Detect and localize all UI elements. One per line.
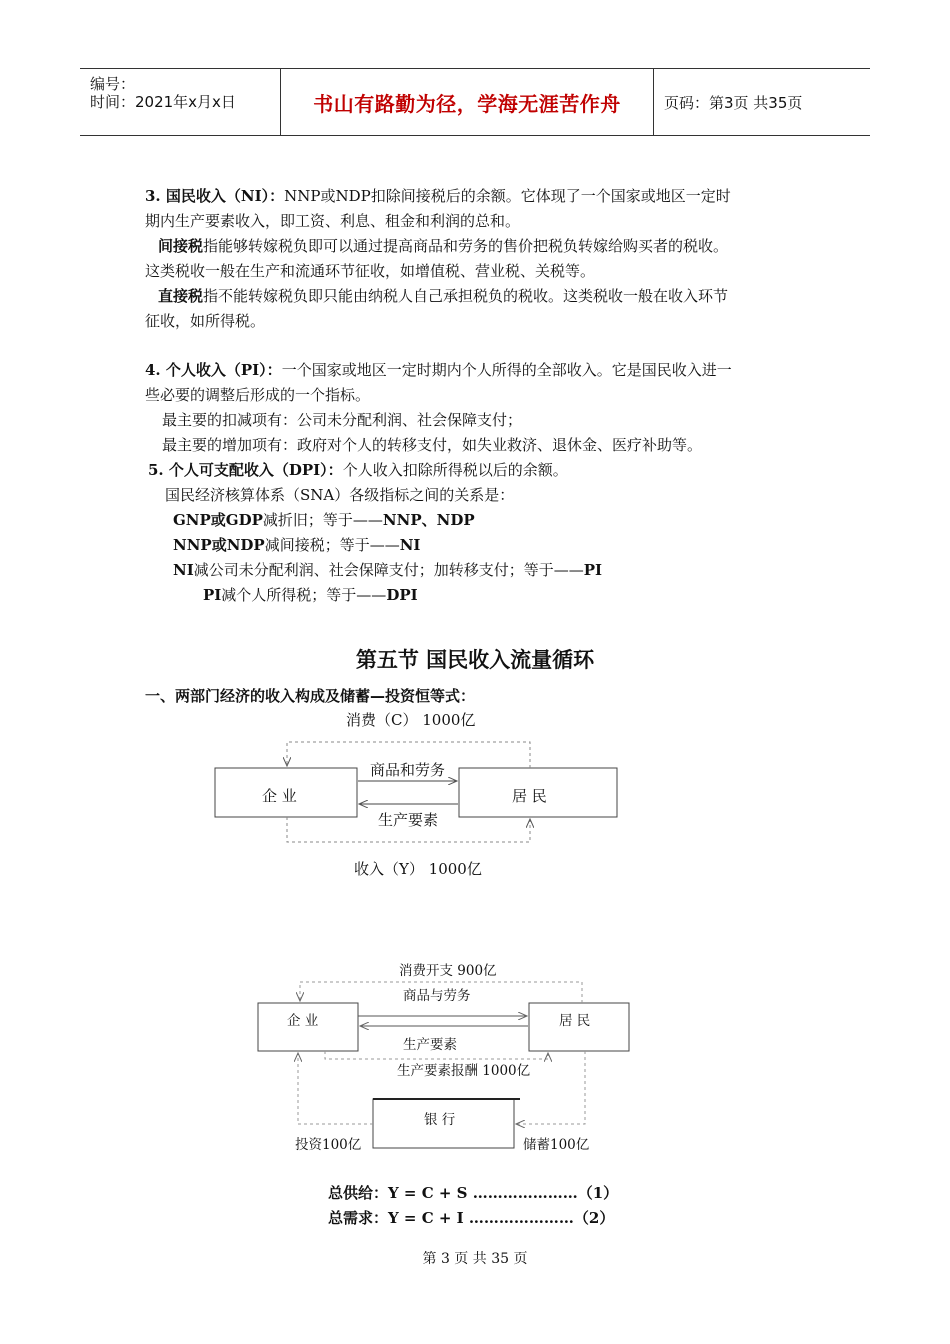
relation-4-subject: PI xyxy=(203,586,222,604)
d2-bank-label: 银 行 xyxy=(424,1112,456,1128)
dpi-text: 个人收入扣除所得税以后的余额。 xyxy=(342,461,568,479)
indirect-tax-text: 指能够转嫁税负即可以通过提高商品和劳务的售价把税负转嫁给购买者的税收。 xyxy=(203,237,729,255)
d1-top-label: 消费（C） 1000亿 xyxy=(346,711,476,729)
relation-2-operation: 减间接税；等于—— xyxy=(264,536,400,554)
section-title: 第五节 国民收入流量循环 xyxy=(355,648,595,672)
pi-text: 一个国家或地区一定时期内个人所得的全部收入。它是国民收入进一 xyxy=(281,361,732,379)
relation-row-2 xyxy=(173,535,420,555)
paragraph-pi xyxy=(145,360,732,380)
relation-3-subject: NI xyxy=(173,561,194,579)
header-left-cell xyxy=(80,69,281,135)
relation-1-operation: 减折旧；等于—— xyxy=(262,511,383,529)
d2-investment-loop xyxy=(298,1053,373,1124)
d1-upper-flow-label: 商品和劳务 xyxy=(370,761,446,779)
d1-household-label: 居 民 xyxy=(512,787,547,805)
paragraph-ni xyxy=(145,186,731,206)
page-header xyxy=(80,68,870,136)
d2-saving-label: 储蓄100亿 xyxy=(523,1137,590,1153)
relation-row-3 xyxy=(173,560,602,580)
relation-3-result: PI xyxy=(583,561,603,579)
number-label: 编号： xyxy=(90,75,136,93)
relation-4-result: DPI xyxy=(386,586,418,604)
relation-1-result: NNP、NDP xyxy=(382,511,475,529)
relation-2-result: NI xyxy=(399,536,421,554)
d2-lower-flow-label: 生产要素 xyxy=(403,1037,457,1053)
page-footer: 第 3 页 共 35 页 xyxy=(422,1251,528,1267)
time-label: 时间：2021年x月x日 xyxy=(90,93,236,111)
relation-row-1 xyxy=(173,510,475,530)
d2-income-label: 生产要素报酬 1000亿 xyxy=(397,1063,531,1079)
motto: 书山有路勤为径，学海无涯苦作舟 xyxy=(313,91,621,116)
dpi-lead: 5. 个人可支配收入（DPI）： xyxy=(148,461,343,479)
header-right-cell xyxy=(654,69,870,135)
d2-firm-label: 企 业 xyxy=(287,1013,319,1029)
paragraph-dpi xyxy=(148,460,568,480)
d2-household-label: 居 民 xyxy=(559,1013,591,1029)
indirect-tax-lead: 间接税 xyxy=(158,237,204,255)
paragraph-ni-cont: 期内生产要素收入，即工资、利息、租金和利润的总和。 xyxy=(145,212,521,230)
pi-deductions: 最主要的扣减项有：公司未分配利润、社会保障支付； xyxy=(162,411,523,429)
d2-top-label: 消费开支 900亿 xyxy=(399,963,497,979)
direct-tax-lead: 直接税 xyxy=(158,287,204,305)
d1-bottom-label: 收入（Y） 1000亿 xyxy=(354,860,482,878)
direct-tax-text: 指不能转嫁税负即只能由纳税人自己承担税负的税收。这类税收一般在收入环节 xyxy=(203,287,729,305)
pi-lead: 4. 个人收入（PI）： xyxy=(145,361,282,379)
equation-aggregate-demand: 总需求：Y = C + I …………………（2） xyxy=(328,1209,615,1227)
paragraph-indirect-tax-cont: 这类税收一般在生产和流通环节征收，如增值税、营业税、关税等。 xyxy=(145,262,596,280)
relation-1-subject: GNP或GDP xyxy=(173,511,263,529)
ni-text: NNP或NDP扣除间接税后的余额。它体现了一个国家或地区一定时 xyxy=(284,187,731,205)
d1-firm-label: 企 业 xyxy=(262,787,297,805)
d2-upper-flow-label: 商品与劳务 xyxy=(403,988,471,1004)
relation-4-operation: 减个人所得税；等于—— xyxy=(221,586,387,604)
relation-3-operation: 减公司未分配利润、社会保障支付；加转移支付；等于—— xyxy=(193,561,584,579)
paragraph-indirect-tax xyxy=(158,236,728,256)
page-info: 页码：第3页 共35页 xyxy=(664,93,803,112)
sna-intro: 国民经济核算体系（SNA）各级指标之间的关系是： xyxy=(165,486,515,504)
paragraph-direct-tax xyxy=(158,286,728,306)
relation-2-subject: NNP或NDP xyxy=(173,536,265,554)
section-subtitle: 一、两部门经济的收入构成及储蓄—投资恒等式： xyxy=(145,687,476,705)
equation-aggregate-supply: 总供给：Y = C + S …………………（1） xyxy=(328,1184,619,1202)
ni-lead: 3. 国民收入（NI）： xyxy=(145,187,285,205)
d2-investment-label: 投资100亿 xyxy=(295,1137,362,1153)
header-middle-cell xyxy=(281,69,654,135)
pi-additions: 最主要的增加项有：政府对个人的转移支付，如失业救济、退休金、医疗补助等。 xyxy=(162,436,703,454)
paragraph-direct-tax-cont: 征收，如所得税。 xyxy=(145,312,266,330)
d1-lower-flow-label: 生产要素 xyxy=(378,811,439,829)
paragraph-pi-cont: 些必要的调整后形成的一个指标。 xyxy=(145,386,371,404)
relation-row-4 xyxy=(203,585,418,605)
